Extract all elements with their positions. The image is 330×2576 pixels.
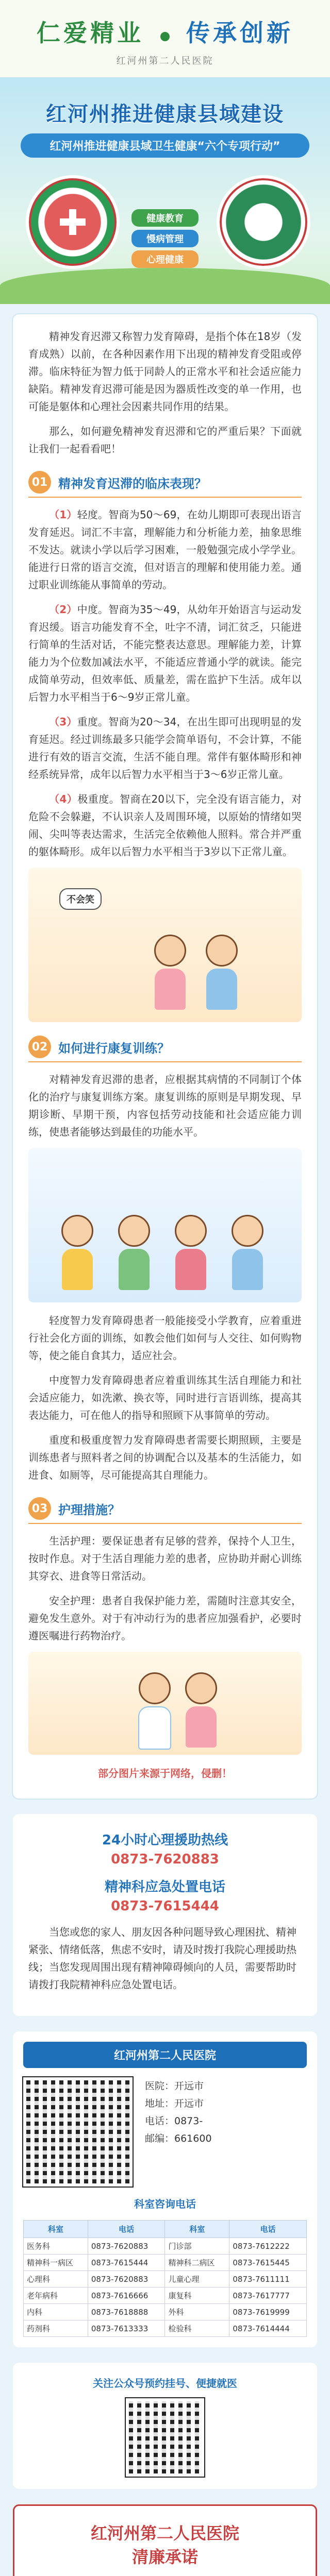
section-number: 01 xyxy=(28,471,51,494)
illustration-child xyxy=(28,868,302,1022)
tag-health-education: 健康教育 xyxy=(131,209,199,227)
pledge-hospital-name: 红河州第二人民医院 xyxy=(90,2523,239,2543)
table-row: 药剂科 0873-7613333 检验科 0873-7614444 xyxy=(24,2320,307,2337)
rehab-severe: 重度和极重度智力发育障碍患者需要长期照顾，主要是训练患者与照料者之间的协调配合以及基本的生活能力，如进食、如厕等，尽可能提高其自理能力。 xyxy=(28,1434,302,1481)
qr-code-icon[interactable] xyxy=(23,2077,133,2187)
hotline-card xyxy=(13,1814,317,2016)
care-life: 生活护理：要保证患者有足够的营养，保持个人卫生，按时作息。对于生活自理能力差的患者，应协助并耐心训练其穿衣、进食等日常活动。 xyxy=(28,1535,302,1582)
health-logo-icon xyxy=(217,175,310,269)
hero-title: 红河州推进健康县域建设 xyxy=(46,103,284,126)
section-header-3 xyxy=(28,1497,302,1524)
symptom-item: （3）重度。智商为20～34，在出生即可出现明显的发育延迟。经过训练最多只能学会简单语句，不会计算，不能进行有效的语言交流，生活不能自理。常伴有躯体畸形和神经系统异常，成年以后智力水平相当于3～6岁正常儿童。 xyxy=(28,716,302,781)
rehab-paragraph: 对精神发育迟滞的患者，应根据其病情的不同制订个体化的治疗与康复训练方案。康复训练的原则是早期发现、早期诊断、早期干预，内容包括劳动技能和社会适应能力训练，使患者能够达到最佳的功能水平。 xyxy=(28,1073,302,1138)
hospital-info: 医院：开远市 地址：开远市 电话：0873- 邮编：661600 xyxy=(145,2080,212,2144)
integrity-pledge-card xyxy=(13,2504,317,2576)
child-figure-icon xyxy=(173,1215,209,1287)
hospital-motto xyxy=(0,0,330,48)
follow-card xyxy=(13,2363,317,2489)
table-row: 老年病科 0873-7616666 康复科 0873-7617777 xyxy=(24,2287,307,2304)
wechat-qr-icon[interactable] xyxy=(126,2398,204,2477)
hospital-name: 红河州第二人民医院 xyxy=(23,2042,307,2068)
contact-table-title: 科室咨询电话 xyxy=(134,2198,196,2210)
child-figure-icon xyxy=(229,1215,266,1287)
section-title: 护理措施？ xyxy=(58,1502,120,1517)
hotline-number[interactable]: 0873-7620883 xyxy=(111,1852,219,1867)
article-card xyxy=(13,314,317,1799)
care-safety: 安全护理：患者自我保护能力差，需随时注意其安全，避免发生意外。对于有冲动行为的患者应加强看护，必要时遵医嘱进行药物治疗。 xyxy=(28,1595,302,1642)
tag-chronic-disease: 慢病管理 xyxy=(131,230,199,247)
hotline-description: 当您或您的家人、朋友因各种问题导致心理困扰、精神紧张、情绪低落，焦虑不安时，请及时拨打我院心理援助热线；当您发现周围出现有精神障碍倾向的人员，需要帮助时请拨打我院精神科应急处置电话。 xyxy=(28,1926,296,1991)
follow-text: 关注公众号预约挂号、便捷就医 xyxy=(93,2377,237,2389)
hero-banner xyxy=(0,77,330,304)
motto-right: 传承创新 xyxy=(186,19,294,47)
image-source-note: 部分图片来源于网络，侵删！ xyxy=(98,1767,232,1780)
table-row: 内科 0873-7618888 外科 0873-7619999 xyxy=(24,2304,307,2320)
child-figure-icon xyxy=(183,1672,219,1744)
pledge-title: 清廉承诺 xyxy=(131,2547,198,2567)
motto-dot-icon xyxy=(160,32,170,41)
illustration-dancing-kids xyxy=(28,1148,302,1302)
top-banner xyxy=(0,0,330,77)
speech-bubble: 不会笑 xyxy=(59,888,102,910)
table-row: 心理科 0873-7620883 儿童心理 0873-7611111 xyxy=(24,2271,307,2287)
rehab-mild: 轻度智力发育障碍患者一般能接受小学教育，应着重进行社会化方面的训练，如教会他们如何与人交往、如何购物等，使之能自食其力，适应社会。 xyxy=(28,1314,302,1362)
hotline-title: 24小时心理援助热线 xyxy=(102,1833,228,1848)
hero-subtitle: 红河州推进健康县域卫生健康“六个专项行动” xyxy=(21,133,309,158)
hospital-logo-icon xyxy=(26,175,120,269)
section-number: 02 xyxy=(28,1036,51,1058)
intro-paragraph: 精神发育迟滞又称智力发育障碍，是指个体在18岁（发育成熟）以前，在各种因素作用下出现的精神发育受阻或停滞。临床特征为智力低于同龄人的正常水平和社会适应能力缺陷。精神发育迟滞可能是因为器质性改变的单一作用，也可能是躯体和心理社会因素共同作用的结果。 xyxy=(28,330,302,413)
child-figure-icon xyxy=(204,935,240,1007)
section-title: 精神发育迟滞的临床表现？ xyxy=(58,476,207,491)
hospital-info-card xyxy=(13,2031,317,2347)
section-header-1 xyxy=(28,471,302,498)
emergency-number[interactable]: 0873-7615444 xyxy=(111,1899,219,1914)
child-figure-icon xyxy=(59,1215,95,1287)
hospital-name-sub: 红河州第二人民医院 xyxy=(116,56,214,66)
table-row: 医务科 0873-7620883 门诊部 0873-7612222 xyxy=(24,2238,307,2255)
emergency-title: 精神科应急处置电话 xyxy=(104,1879,225,1895)
symptom-item: （4）极重度。智商在20以下，完全没有语言能力，对危险不会躲避，不认识亲人及周围环境，以原始的情绪如哭闹、尖叫等表达需求，生活完全依赖他人照料。常合并严重的躯体畸形。成年以后智力水平相当于3岁以下正常儿童。 xyxy=(28,793,302,858)
child-figure-icon xyxy=(152,935,188,1007)
section-number: 03 xyxy=(28,1497,51,1520)
rehab-moderate: 中度智力发育障碍患者应着重训练其生活自理能力和社会适应能力，如洗漱、换衣等，同时进行言语训练，提高其表达能力，可在他人的指导和照顾下从事简单的劳动。 xyxy=(28,1374,302,1421)
illustration-care xyxy=(28,1652,302,1755)
section-header-2 xyxy=(28,1036,302,1062)
symptom-item: （2）中度。智商为35～49，从幼年开始语言与运动发育迟缓。语言功能发育不全，吐字不清，词汇贫乏，只能进行简单的生活对话，不能完整表达意思。理解能力差，计算能力为个位数加减法水平，不能适应普通小学的就读。能完成简单劳动，但效率低、质量差，需在监护下生活。成年以后智力水平相当于6～9岁正常儿童。 xyxy=(28,603,302,703)
grass-decoration xyxy=(0,268,330,304)
motto-left: 仁爱精业 xyxy=(36,19,144,47)
table-row: 精神科一病区 0873-7615444 精神科二病区 0873-7615445 xyxy=(24,2255,307,2271)
nurse-figure-icon xyxy=(137,1672,173,1744)
contact-table: 科室 电话 科室 电话 医务科 0873-7620883 门诊部 0873-7612222 精神科一病区 0873-7615444 精神科二病区 0873-7615445 心理科 0873-7620883 儿童心理 0873-7611111 老年病科 0873-7616666 康复科 0873-7617777 内科 0873-7618888 外科 0873-7619999 药剂科 0873-7613333 检验科 0873-7614444 xyxy=(23,2220,307,2337)
tag-mental-health: 心理健康 xyxy=(131,250,199,268)
symptom-item: （1）轻度。智商为50～69，在幼儿期即可表现出语言发育延迟。词汇不丰富，理解能力和分析能力差，抽象思维不发达。就读小学以后学习困难，一般勉强完成小学学业。能进行日常的语言交流，但对语言的理解和使用能力差。通过职业训练能从事简单的劳动。 xyxy=(28,509,302,591)
intro-paragraph-2: 那么，如何避免精神发育迟滞和它的严重后果？下面就让我们一起看看吧！ xyxy=(28,425,302,455)
child-figure-icon xyxy=(116,1215,152,1287)
section-title: 如何进行康复训练？ xyxy=(58,1041,170,1056)
